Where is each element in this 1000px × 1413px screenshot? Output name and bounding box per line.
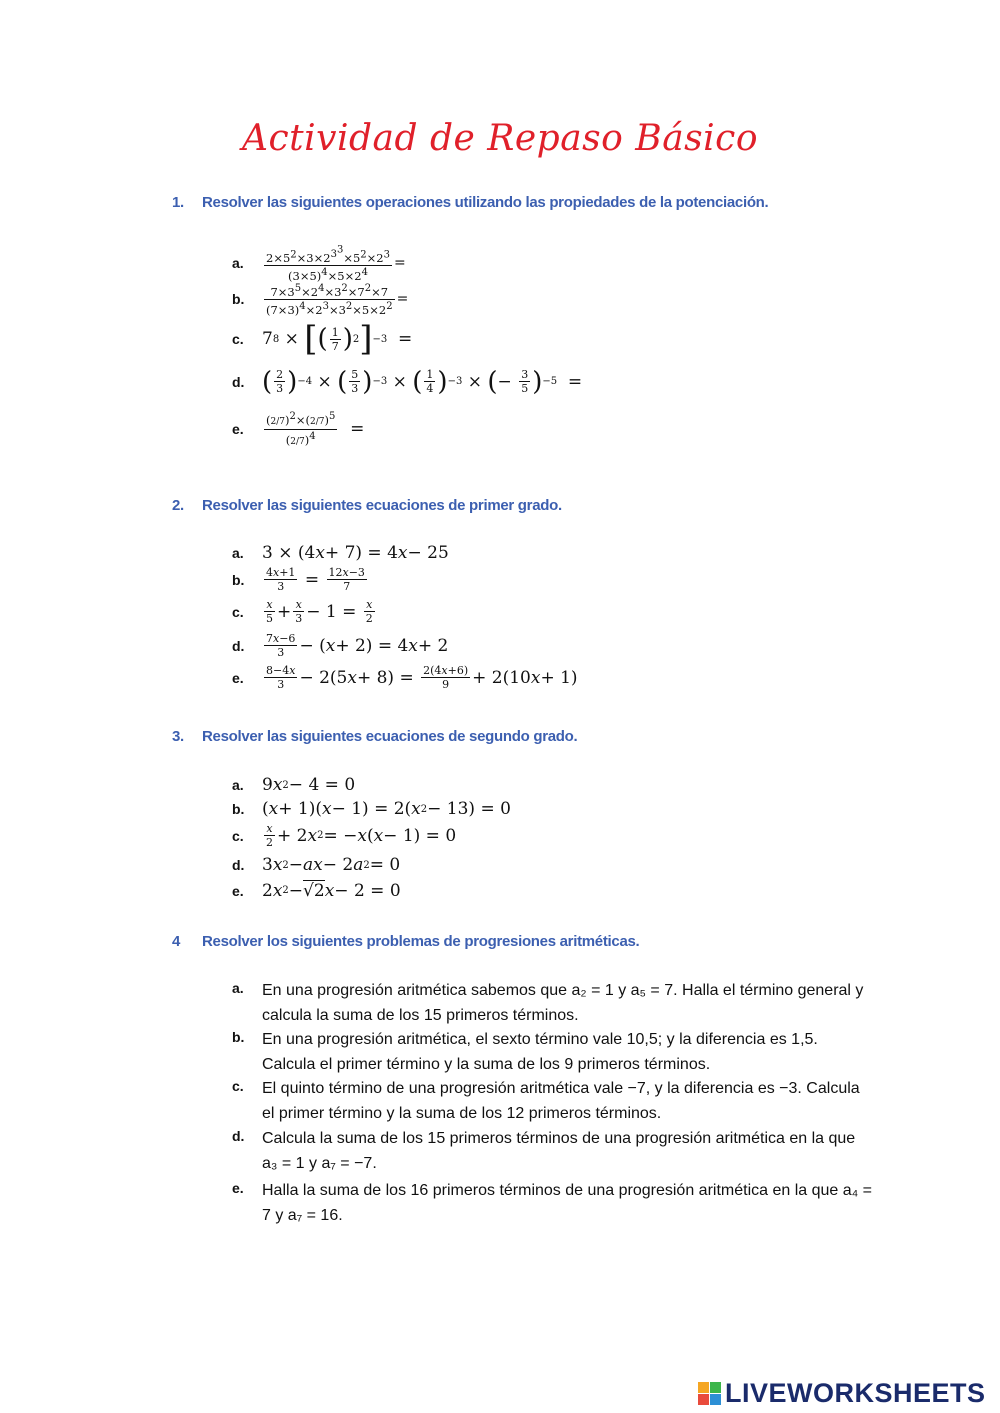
item-label: d. (232, 857, 245, 873)
problem-4d (232, 1126, 872, 1176)
section-1-heading (172, 194, 768, 211)
math-expression: ( x + 1)( x − 1) = 2( x 2 − 13) = 0 (262, 799, 511, 819)
section-text: Resolver las siguientes ecuaciones de primer grado. (202, 497, 562, 514)
item-label: e. (232, 1180, 244, 1196)
item-label: a. (232, 255, 244, 272)
item-label: c. (232, 331, 244, 347)
problem-4b (232, 1027, 872, 1077)
problem-text: Calcula la suma de los 15 primeros términos de una progresión aritmética en la que a₃ = 1 y a₇ = −7. (262, 1130, 856, 1172)
exercise-2c (232, 598, 377, 625)
logo-square (710, 1382, 721, 1393)
exercise-1d (232, 368, 582, 395)
page-title: Actividad de Repaso Básico (241, 118, 759, 159)
item-label: a. (232, 777, 244, 793)
logo-text: LIVEWORKSHEETS (725, 1378, 986, 1408)
item-label: c. (232, 603, 244, 620)
logo-square (698, 1382, 709, 1393)
exercise-3c (232, 822, 456, 849)
exercise-2a (232, 543, 449, 563)
logo-icon (698, 1382, 721, 1405)
item-label: b. (232, 801, 245, 817)
item-label: d. (232, 373, 245, 390)
section-number: 4 (172, 933, 181, 950)
section-2-heading (172, 497, 562, 514)
exercise-1a (232, 244, 406, 283)
problem-4c (232, 1076, 872, 1126)
problem-text: En una progresión aritmética, el sexto término vale 10,5; y la diferencia es 1,5. Calcula el primer término y la suma de los 9 primeros términos. (262, 1031, 818, 1073)
section-4-heading (172, 933, 639, 950)
math-expression: 7 8 × [ ( $\frac{1}{7}$ ) 2 ] −3 = (262, 319, 413, 359)
logo-square (698, 1394, 709, 1405)
math-expression: 2 x 2 − √2 x − 2 = 0 (262, 880, 401, 901)
math-expression: $\frac{8-4x}{3}$ − 2(5 x + 8) = $\frac{2(4x+6)}{9}$ + 2(10 x + 1) (266, 664, 578, 691)
liveworksheets-logo[interactable] (698, 1378, 986, 1409)
math-expression: $\frac{7x-6}{3}$ − ( x + 2) = 4 x + 2 (266, 632, 449, 659)
exercise-2b (232, 566, 369, 593)
item-label: e. (232, 882, 244, 899)
math-expression: 3 × (4 x + 7) = 4 x − 25 (262, 543, 449, 563)
math-expression: $\frac{2\times 5^2\times 3\times 2^{3^3}\times 5^2\times 2^3}{(3\times 5)^4\times 5\times 2^4}$ = (266, 245, 406, 283)
item-label: b. (232, 1029, 245, 1045)
problem-4e (232, 1178, 872, 1228)
item-label: d. (232, 637, 245, 654)
item-label: c. (232, 1078, 244, 1094)
problem-text: Halla la suma de los 16 primeros términos de una progresión aritmética en la que a₄ = 7 y a₇ = 16. (262, 1182, 872, 1224)
item-label: e. (232, 669, 244, 686)
item-label: b. (232, 291, 245, 308)
exercise-1c (232, 319, 413, 359)
math-expression: $\frac{7\times 3^5\times 2^4\times 3^2\times 7^2\times 7}{(7\times 3)^4\times 2^3\times 3^2\times 5\times 2^2}$ = (266, 283, 409, 317)
item-label: d. (232, 1128, 245, 1144)
math-expression: $\frac{4x+1}{3}$ = $\frac{12x-3}{7}$ (266, 566, 365, 593)
section-text: Resolver los siguientes problemas de progresiones aritméticas. (202, 933, 640, 950)
exercise-3e (232, 880, 401, 901)
math-expression: $\frac{(2/7)^2\times(2/7)^5}{(2/7)^4}$ = (266, 411, 365, 447)
section-text: Resolver las siguientes ecuaciones de segundo grado. (202, 728, 578, 745)
problem-text: En una progresión aritmética sabemos que a₂ = 1 y a₅ = 7. Halla el término general y calcula la suma de los 15 primeros términos. (262, 982, 864, 1024)
logo-square (710, 1394, 721, 1405)
exercise-3a (232, 775, 355, 795)
math-expression: $\frac{x}{2}$ + 2 x 2 = − x ( x − 1) = 0 (266, 822, 457, 849)
item-label: e. (232, 421, 244, 438)
exercise-1e (232, 410, 364, 449)
item-label: a. (232, 980, 244, 996)
item-label: a. (232, 545, 244, 561)
item-label: c. (232, 827, 244, 844)
section-3-heading (172, 728, 577, 745)
item-label: b. (232, 571, 245, 588)
math-expression: 9 x 2 − 4 = 0 (262, 775, 356, 795)
exercise-2d (232, 632, 448, 659)
exercise-3b (232, 799, 511, 819)
section-number: 1. (172, 194, 184, 211)
section-number: 3. (172, 728, 184, 745)
exercise-3d (232, 855, 400, 875)
section-text: Resolver las siguientes operaciones utilizando las propiedades de la potenciación. (202, 194, 769, 211)
section-number: 2. (172, 497, 184, 514)
exercise-1b (232, 282, 408, 317)
math-expression: 3 x 2 − ax − 2 a 2 = 0 (262, 855, 401, 875)
problem-4a (232, 978, 872, 1028)
exercise-2e (232, 664, 578, 691)
math-expression: ( $\frac{2}{3}$ ) −4 × ( $\frac{5}{3}$ ) −3 × ( $\frac{1}{4}$ ) −3 × ( − $\frac{3}{5}$ ) −5 = (262, 366, 583, 397)
math-expression: $\frac{x}{5}$ + $\frac{x}{3}$ − 1 = $\frac{x}{2}$ (266, 598, 373, 625)
problem-text: El quinto término de una progresión aritmética vale −7, y la diferencia es −3. Calcula el primer término y la suma de los 12 primeros términos. (262, 1080, 860, 1122)
